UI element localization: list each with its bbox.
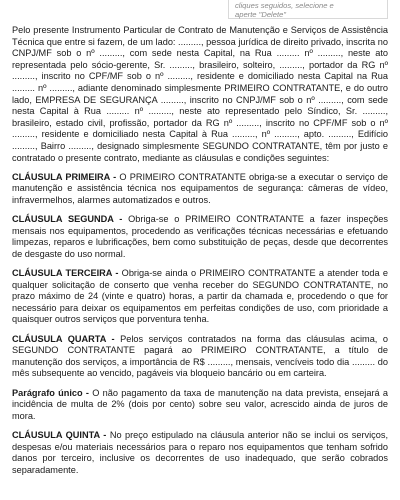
clause-fourth	[12, 334, 388, 380]
clause-first-text: O PRIMEIRO CONTRATANTE obriga-se a executar o serviço de manutenção e assistência técnica nos equipamentos de segurança: câmeras de vídeo, infravermelhos, alarmes automatizados e outros.	[12, 171, 388, 205]
sole-paragraph	[12, 388, 388, 423]
clause-fourth-text: Pelos serviços contratados na forma das cláusulas acima, o SEGUNDO CONTRATANTE pagará ao PRIMEIRO CONTRATANTE, a título de manutenção dos serviços, a importância de R$ ........., mensais, vencíveis todo dia ......... do mês subsequente ao vencido, pagáveis via bloqueio bancário ou em carteira.	[12, 333, 388, 379]
clause-first-label: CLÁUSULA PRIMEIRA -	[12, 171, 117, 182]
instruction-note	[228, 0, 388, 19]
clause-first	[12, 172, 388, 207]
clause-third-text: Obriga-se ainda o PRIMEIRO CONTRATANTE a atender toda e qualquer solicitação de conserto que venha receber do SEGUNDO CONTRATANTE, no prazo máximo de 24 (vinte e quatro) horas, a partir da chamada e, procedendo o que for necessário para deixar os equipamentos em perfeitas condições de uso, com prioridade a quaisquer outros serviços que porventura tenha.	[12, 268, 388, 325]
sole-paragraph-text: O não pagamento da taxa de manutenção na data prevista, ensejará a incidência de multa de 2% (dois por cento) sobre seu valor, acrescido ainda de juros de mora.	[12, 387, 388, 421]
clause-fifth-text: No preço estipulado na cláusula anterior não se inclui os serviços, despesas e/ou materiais necessários para o reparo nos equipamentos que tenham sofrido danos por terceiro, inclusive os decorrentes de uso inadequado, que serão cobrados separadamente.	[12, 429, 388, 475]
clause-fourth-label: CLÁUSULA QUARTA -	[12, 333, 115, 344]
clause-second	[12, 214, 388, 260]
clause-fifth-label: CLÁUSULA QUINTA -	[12, 429, 107, 440]
clause-fifth	[12, 430, 388, 476]
contract-document	[12, 25, 388, 484]
clause-third	[12, 268, 388, 326]
clause-second-text: Obriga-se o PRIMEIRO CONTRATANTE a fazer inspeções mensais nos equipamentos, procedendo as verificações técnicas necessárias e efetuando limpezas, reparos e lubrificações, bem como substituição de peças, desde que decorrentes de desgaste do uso normal.	[12, 214, 389, 259]
clause-second-label: CLÁUSULA SEGUNDA -	[12, 214, 123, 225]
sole-paragraph-label: Parágrafo único -	[12, 387, 89, 398]
instruction-note-line-2: aperte "Delete"	[235, 10, 286, 19]
clause-third-label: CLÁUSULA TERCEIRA -	[12, 268, 119, 279]
contract-preamble	[12, 25, 388, 164]
preamble-text: Pelo presente Instrumento Particular de Contrato de Manutenção e Serviços de Assistência Técnica que entre si fazem, de um lado: ........., pessoa jurídica de direito privado, inscrita no CNPJ/MF sob o nº ........., com sede nesta Capital, na Rua ......... nº ........., neste ato representada pelo sócio-gerente, Sr. ........., brasileiro, solteiro, ........., portador da RG nº ........., inscrito no CPF/MF sob o nº ........., residente e domiciliado nesta Capital na Rua ......... nº ........., adiante denominado simplesmente PRIMEIRO CONTRATANTE, e do outro lado, EMPRESA DE SEGURANÇA ........., inscrito no CNPJ/MF sob o nº ........., com sede nesta Capital à Rua ......... nº ........., neste ato representado pelo Síndico, Sr. ........., brasileiro, estado civil, profissão, portador da RG nº ........., inscrito no CPF/MF sob o nº ........., residente e domiciliado nesta Capital à Rua ........., nº ........., apto. ........., Edifício ........., Bairro ........., designado simplesmente SEGUNDO CONTRATANTE, têm por justo e contratado o presente contrato, mediante as cláusulas e condições seguintes:	[12, 25, 388, 163]
instruction-note-line-1: cliques seguidos, selecione e	[235, 1, 334, 10]
